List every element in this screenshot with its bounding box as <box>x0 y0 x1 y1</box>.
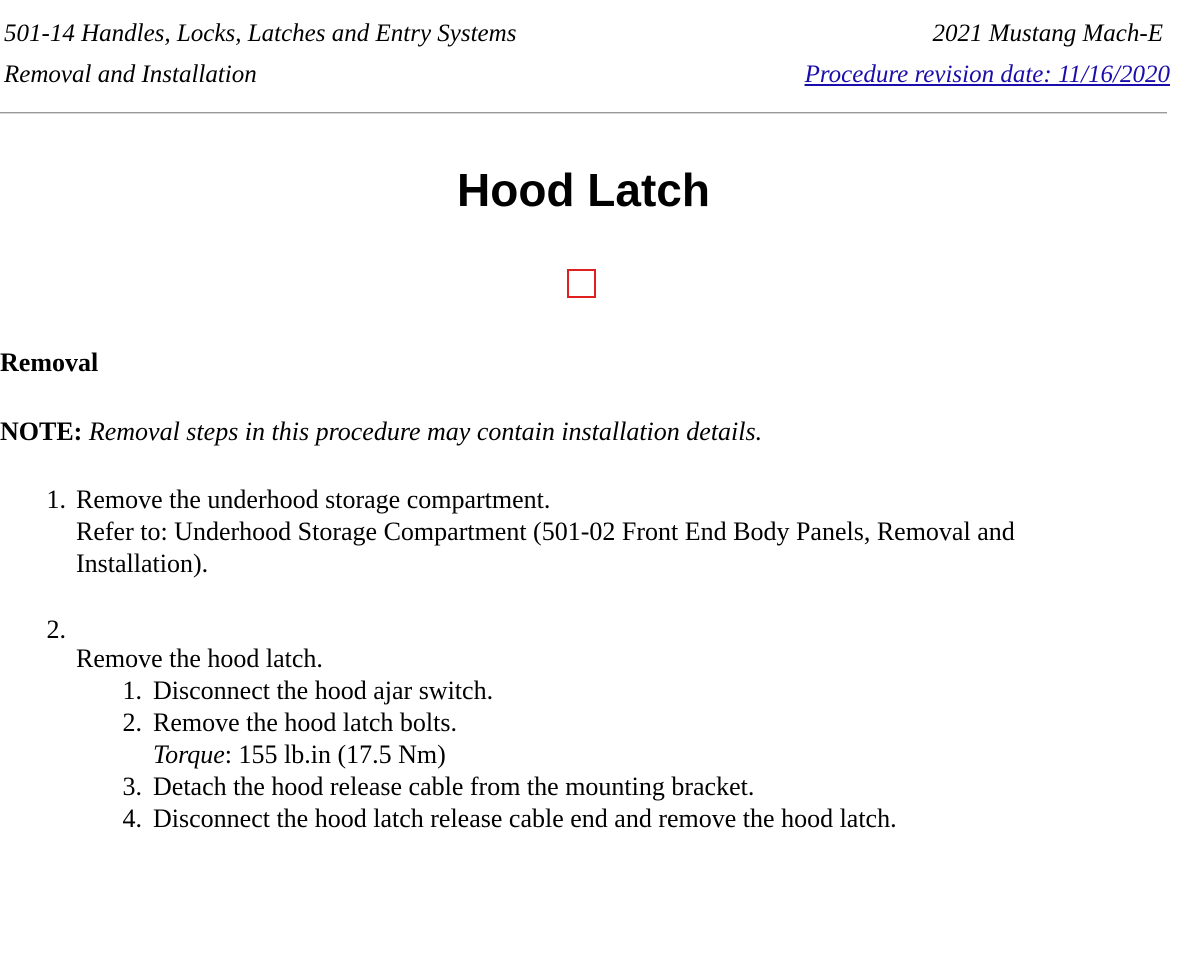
substep-4-number: 4. <box>122 804 142 833</box>
section-subtitle: Removal and Installation <box>4 61 257 88</box>
substep-1-number: 1. <box>122 676 142 705</box>
step-1-reference-continued: Installation). <box>76 549 209 578</box>
step-1-text: Remove the underhood storage compartment. <box>76 485 551 514</box>
step-2-text: Remove the hood latch. <box>76 644 323 673</box>
revision-date-link-text[interactable]: Procedure revision date: 11/16/2020 <box>804 61 1170 88</box>
revision-date-link[interactable] <box>805 60 1170 90</box>
substep-4-text: Disconnect the hood latch release cable end and remove the hood latch. <box>153 804 897 833</box>
torque-value: : 155 lb.in (17.5 Nm) <box>224 740 446 769</box>
step-2-number: 2. <box>46 615 66 644</box>
substep-2-text: Remove the hood latch bolts. <box>153 708 458 737</box>
step-1-reference: Refer to: Underhood Storage Compartment (501-02 Front End Body Panels, Removal and <box>76 517 1015 546</box>
removal-heading: Removal <box>0 348 99 377</box>
header-divider <box>0 112 1167 114</box>
note-text: Removal steps in this procedure may contain installation details. <box>88 417 763 446</box>
vehicle-name: 2021 Mustang Mach-E <box>932 20 1163 47</box>
section-title: 501-14 Handles, Locks, Latches and Entry Systems <box>4 20 517 47</box>
substep-2-number: 2. <box>122 708 142 737</box>
substep-3-number: 3. <box>122 772 142 801</box>
torque-spec <box>153 739 446 771</box>
note-label: NOTE: <box>0 417 83 446</box>
torque-label: Torque <box>153 740 225 769</box>
substep-1-text: Disconnect the hood ajar switch. <box>153 676 494 705</box>
removal-note <box>0 416 762 448</box>
substep-3-text: Detach the hood release cable from the mounting bracket. <box>153 772 755 801</box>
broken-image-icon <box>567 269 596 298</box>
page-title: Hood Latch <box>457 164 710 216</box>
step-1-number: 1. <box>46 485 66 514</box>
